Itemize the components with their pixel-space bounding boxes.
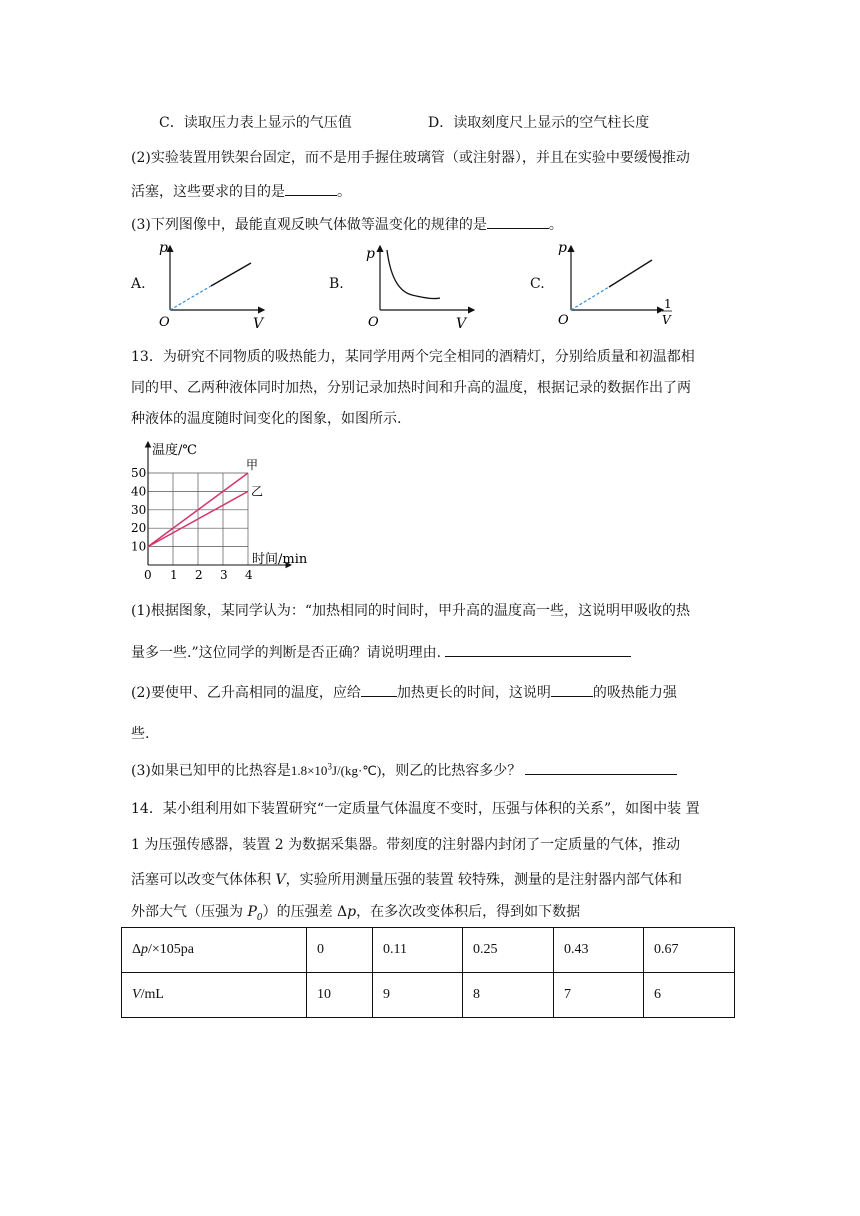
table-cell: 0.11	[373, 928, 463, 973]
table-cell: 0.25	[463, 928, 554, 973]
graph-c-x-den: V	[662, 313, 671, 327]
chart-x-axis-label: 时间/min	[252, 552, 308, 567]
q14-line2: 1 为压强传感器，装置 2 为数据采集器。带刻度的注射器内封闭了一定质量的气体，推动	[131, 837, 681, 853]
graph-a-y-label: p	[159, 240, 168, 256]
graph-b-label: B.	[329, 276, 344, 292]
graph-c-origin: O	[558, 313, 569, 328]
q13-part1-line2: 量多一些.”这位同学的判断是否正确？请说明理由.	[131, 642, 631, 662]
specific-heat-formula: $1.8\times 10^3J/(kg\cdot℃)$	[290, 761, 382, 778]
q12-option-c: C．读取压力表上显示的气压值	[159, 115, 352, 131]
pressure-volume-table	[121, 927, 735, 1018]
table-row	[122, 973, 735, 1018]
y-tick-label: 50	[131, 466, 147, 480]
q14-line4: 外部大气（压强为 $P_0$）的压强差 Δp，在多次改变体积后，得到如下数据	[131, 904, 581, 923]
q13-part1-blank[interactable]	[445, 642, 631, 657]
table-row	[122, 928, 735, 973]
q13-part1-line1: (1)根据图象，某同学认为：“加热相同的时间时，甲升高的温度高一些，这说明甲吸收的热	[131, 603, 690, 619]
graph-b	[360, 238, 480, 330]
graph-a-origin: O	[159, 315, 170, 330]
row-header-volume: V/mL	[122, 973, 307, 1018]
y-tick-label: 40	[131, 484, 147, 499]
series-label-1: 甲	[246, 458, 259, 472]
series-label-2: 乙	[251, 484, 264, 499]
q12-part2-blank[interactable]	[285, 181, 337, 196]
chart-origin-label: 0	[144, 568, 152, 582]
q13-part3-line: (3)如果已知甲的比热容是$1.8\times 10^3J/(kg\cdot℃)$，则乙的比热容多少？	[131, 760, 677, 780]
graph-c-x-num: 1	[664, 297, 672, 311]
q13-intro-line1: 13．为研究不同物质的吸热能力，某同学用两个完全相同的酒精灯，分别给质量和初温都相	[131, 349, 695, 365]
q13-part2-blank-2[interactable]	[551, 682, 593, 697]
graph-c-y-label: p	[558, 240, 567, 256]
table-cell: 9	[373, 973, 463, 1018]
q12-part3-prompt: (3)下列图像中，最能直观反映气体做等温变化的规律的是 。	[131, 214, 563, 234]
y-tick-label: 30	[131, 502, 147, 517]
table-cell: 8	[463, 973, 554, 1018]
y-tick-label: 10	[131, 539, 147, 554]
q13-intro-line2: 同的甲、乙两种液体同时加热，分别记录加热时间和升高的温度，根据记录的数据作出了两	[131, 380, 691, 396]
table-cell: 0	[307, 928, 373, 973]
graph-a-x-label: V	[253, 316, 264, 332]
y-tick-label: 20	[131, 521, 147, 536]
q13-part2-line1: (2)要使甲、乙升高相同的温度，应给 加热更长的时间，这说明 的吸热能力强	[131, 682, 677, 702]
q12-part2-line1: (2)实验装置用铁架台固定，而不是用手握住玻璃管（或注射器），并且在实验中要缓慢推动	[131, 150, 690, 166]
q13-intro-line3: 种液体的温度随时间变化的图象，如图所示.	[131, 411, 402, 427]
q13-part2-line2: 些.	[131, 726, 150, 742]
row-header-pressure: Δp/×105pa	[122, 928, 307, 973]
chart-y-axis-label: 温度/℃	[152, 443, 197, 458]
graph-b-origin: O	[368, 315, 379, 330]
q13-part2-blank-1[interactable]	[361, 682, 397, 697]
x-tick-label: 2	[195, 568, 203, 582]
graph-b-y-label: p	[366, 246, 375, 262]
table-cell: 0.67	[644, 928, 735, 973]
x-tick-label: 3	[220, 568, 228, 582]
q12-part2-line2: 活塞，这些要求的目的是 。	[131, 181, 351, 201]
q14-line3: 活塞可以改变气体体积 V，实验所用测量压强的装置 较特殊，测量的是注射器内部气体和	[131, 872, 683, 888]
graph-b-x-label: V	[456, 316, 467, 332]
x-tick-label: 4	[245, 568, 253, 582]
graph-c-label: C.	[530, 276, 545, 292]
graph-c	[551, 238, 681, 330]
q14-line1: 14．某小组利用如下装置研究“一定质量气体温度不变时，压强与体积的关系”，如图中装 置	[131, 801, 700, 817]
q12-part3-blank[interactable]	[487, 214, 549, 229]
graph-a-label: A.	[131, 276, 146, 292]
q12-option-d: D．读取刻度尺上显示的空气柱长度	[428, 115, 650, 131]
table-cell: 10	[307, 973, 373, 1018]
temperature-time-chart	[125, 436, 308, 586]
table-cell: 0.43	[554, 928, 644, 973]
x-tick-label: 1	[170, 568, 178, 582]
table-cell: 6	[644, 973, 735, 1018]
q13-part3-blank[interactable]	[525, 760, 677, 775]
table-cell: 7	[554, 973, 644, 1018]
graph-a	[150, 238, 270, 330]
